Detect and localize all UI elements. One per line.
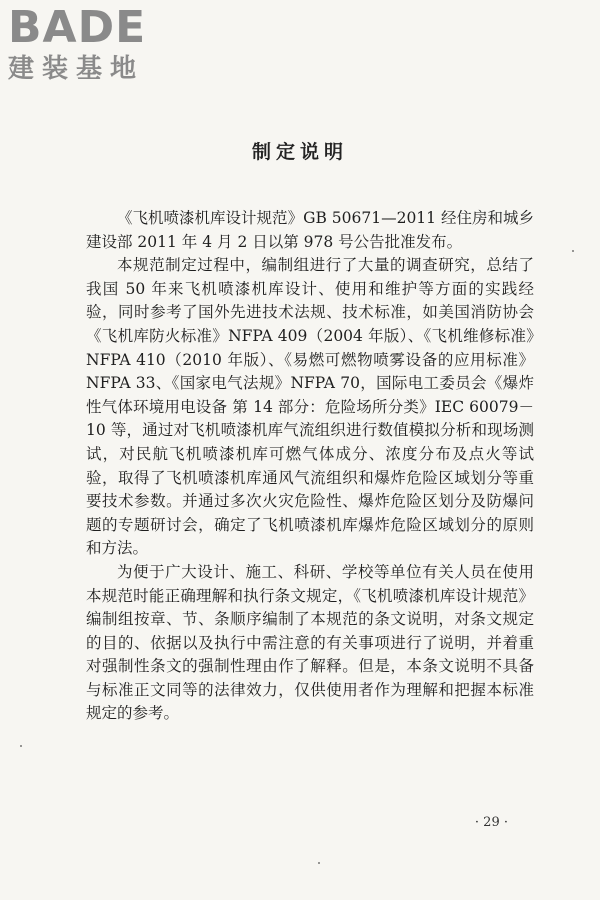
paragraph-3: 为便于广大设计、施工、科研、学校等单位有关人员在使用本规范时能正确理解和执行条文规定，《飞机喷漆机库设计规范》编制组按章、节、条顺序编制了本规范的条文说明，对条文规定的目的、依据以及执行中需注意的有关事项进行了说明，并着重对强制性条文的强制性理由作了解释。但是，本条文说明不具备与标准正文同等的法律效力，仅供使用者作为理解和把握本标准规定的参考。 xyxy=(86,562,534,723)
paragraph-1: 《飞机喷漆机库设计规范》GB 50671—2011 经住房和城乡建设部 2011 年 4 月 2 日以第 978 号公告批准发布。 xyxy=(86,209,534,251)
bade-logo xyxy=(8,2,147,84)
scan-speck xyxy=(20,745,22,747)
paragraph-2: 本规范制定过程中，编制组进行了大量的调查研究，总结了我国 50 年来飞机喷漆机库设计、使用和维护等方面的实践经验，同时参考了国外先进技术法规、技术标准，如美国消防协会《飞机库防火标准》NFPA 409（2004 年版）、《飞机维修标准》NFPA 410（2010 年版）、《易燃可燃物喷雾设备的应用标准》NFPA 33、《国家电气法规》NFPA 70，国际电工委员会《爆炸性气体环境用电设备 第 14 部分：危险场所分类》IEC 60079－10 等，通过对飞机喷漆机库气流组织进行数值模拟分析和现场测试，对民航飞机喷漆机库可燃气体成分、浓度分布及点火等试验，取得了飞机喷漆机库通风气流组织和爆炸危险区域划分等重要技术参数。并通过多次火灾危险性、爆炸危险区划分及防爆问题的专题研讨会，确定了飞机喷漆机库爆炸危险区域划分的原则和方法。 xyxy=(86,256,534,558)
page-number: · 29 · xyxy=(474,815,508,830)
logo-subtitle: 建装基地 xyxy=(8,54,145,84)
document-body xyxy=(86,207,534,726)
page-title: 制定说明 xyxy=(251,141,348,163)
scan-speck xyxy=(572,250,574,252)
scan-speck xyxy=(318,862,320,864)
logo-brand: BADE xyxy=(8,2,147,53)
